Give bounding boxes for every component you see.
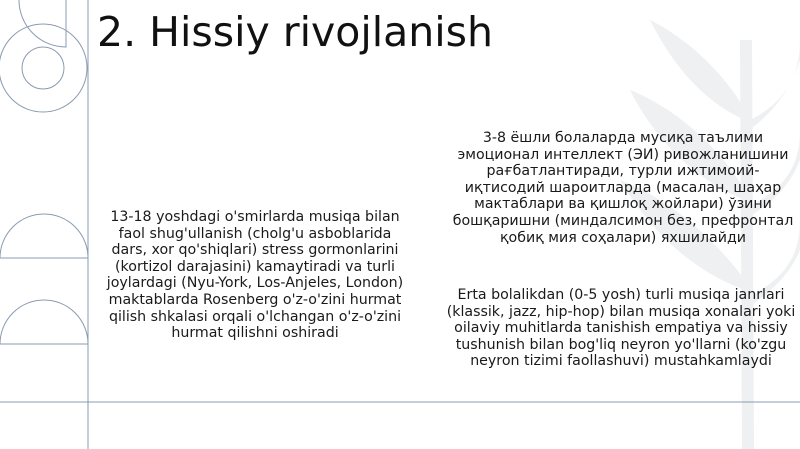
circle-ornament-top — [0, 0, 87, 112]
semicircle-ornament — [0, 214, 88, 344]
paragraph-top-right: 3-8 ёшли болаларда мусиқа таълими эмоционал интеллект (ЭИ) ривожланишини рағбатлантиради, турли ижтимоий-иқтисодий шароитларда (масалан, шаҳар мактаблари ва қишлоқ жойлари) ўзини бошқаришни (миндалсимон без, префронтал қобиқ мия соҳалари) яхшилайди — [452, 130, 794, 246]
semicircle-lower — [0, 300, 88, 344]
paragraph-left: 13-18 yoshdagi o'smirlarda musiqa bilan faol shug'ullanish (cholg'u asboblarida dars, xor qo'shiqlari) stress gormonlarini (kortizol darajasini) kamaytiradi va turli joylardagi (Nyu-York, Los-Anjeles, London) maktablarda Rosenberg o'z-o'zini hurmat qilish shkalasi orqali o'lchangan o'z-o'zini hurmat qilishni oshiradi — [106, 209, 404, 342]
arc-outer — [19, 0, 66, 47]
semicircle-upper — [0, 214, 88, 258]
circle-small — [22, 47, 64, 89]
slide-title: 2. Hissiy rivojlanish — [97, 8, 494, 56]
paragraph-bottom-right: Erta bolalikdan (0-5 yosh) turli musiqa janrlari (klassik, jazz, hip-hop) bilan musiqa xonalari yoki oilaviy muhitlarda tanishish empatiya va hissiy tushunish bilan bog'liq neyron yo'llarni (ko'zgu neyron tizimi faollashuvi) mustahkamlaydi — [446, 287, 796, 370]
circle-large — [0, 24, 87, 112]
